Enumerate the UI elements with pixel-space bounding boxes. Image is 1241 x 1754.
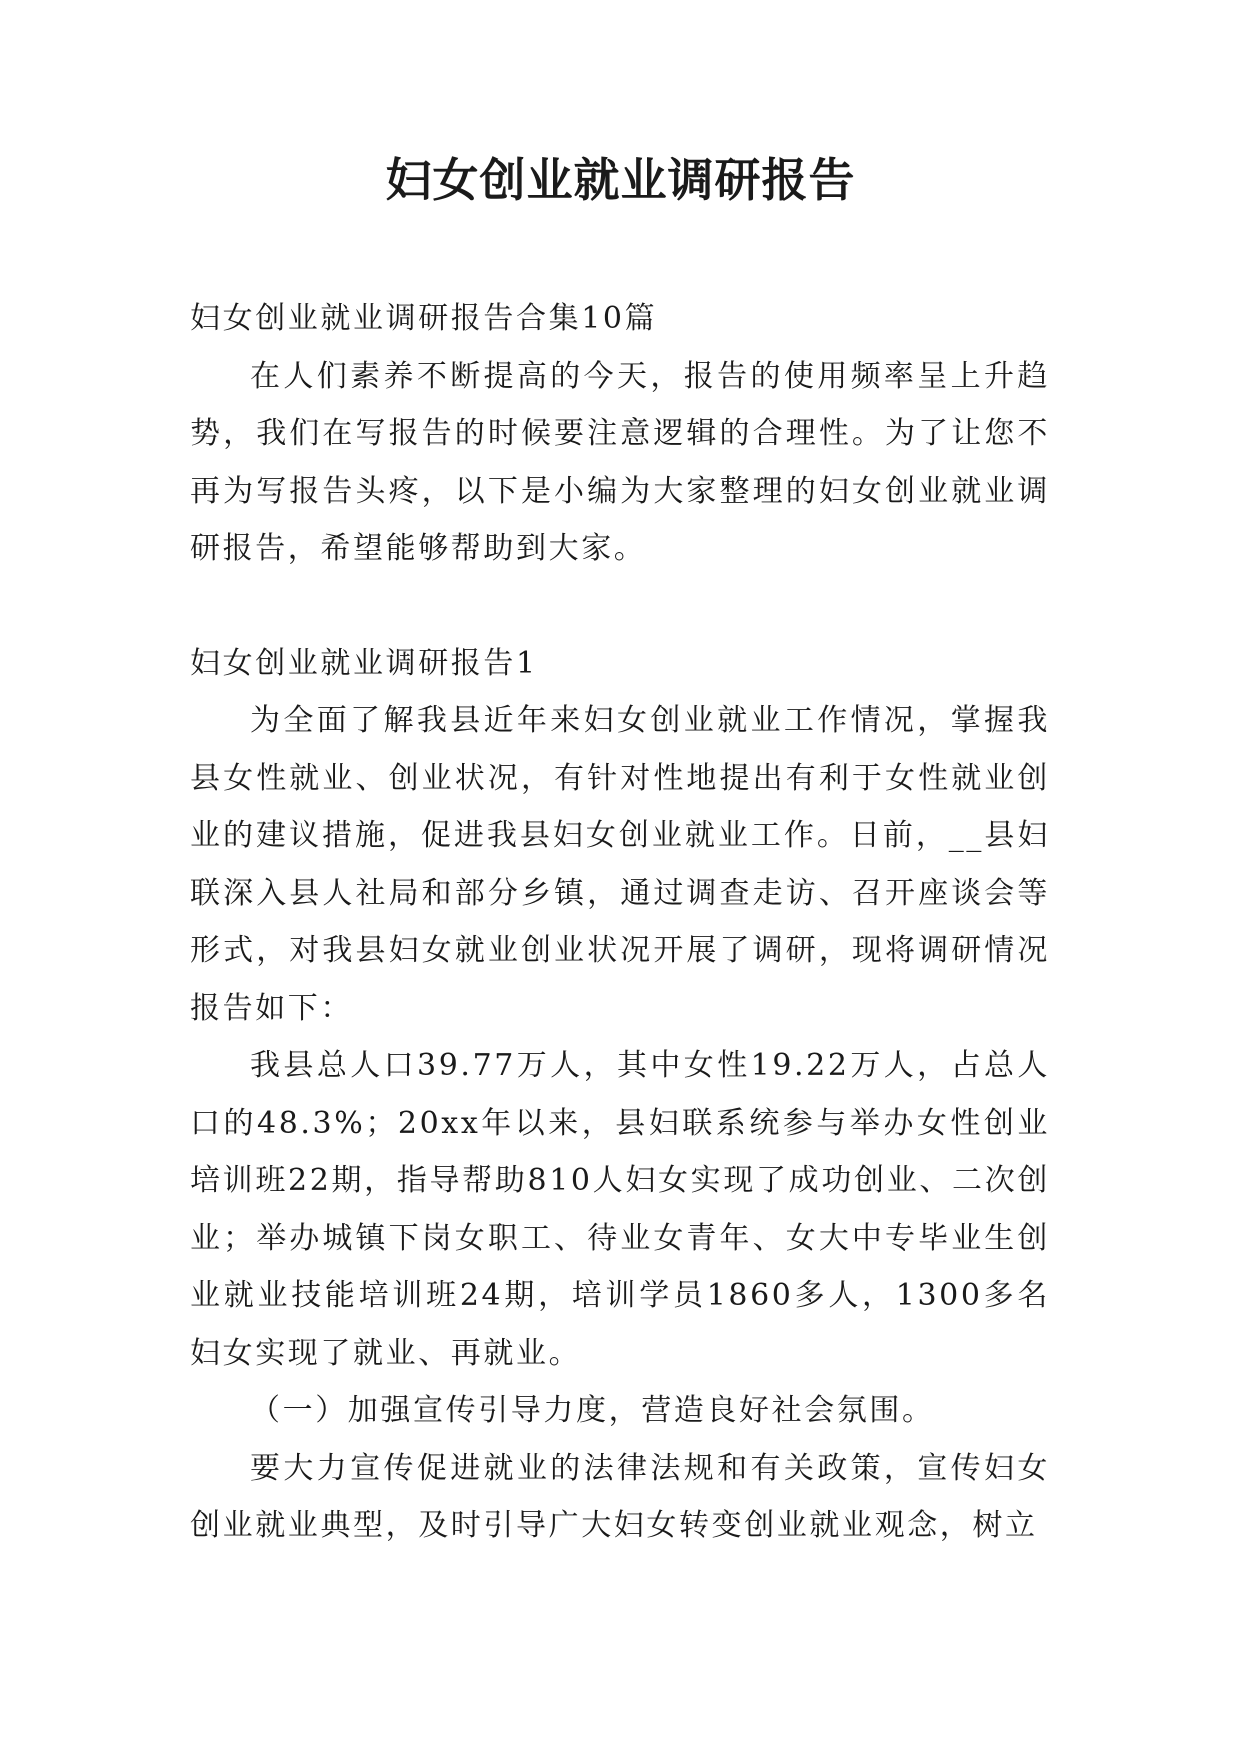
document-body bbox=[190, 290, 1050, 1555]
intro-paragraph: 在人们素养不断提高的今天，报告的使用频率呈上升趋势，我们在写报告的时候要注意逻辑的合理性。为了让您不再为写报告头疼，以下是小编为大家整理的妇女创业就业调研报告，希望能够帮助到大家。 bbox=[190, 358, 1050, 566]
document-title: 妇女创业就业调研报告 bbox=[385, 153, 856, 207]
body-paragraph-2: 我县总人口39.77万人，其中女性19.22万人，占总人口的48.3%；20xx年以来，县妇联系统参与举办女性创业培训班22期，指导帮助810人妇女实现了成功创业、二次创业；举办城镇下岗女职工、待业女青年、女大中专毕业生创业就业技能培训班24期，培训学员1860多人，1300多名妇女实现了就业、再就业。 bbox=[190, 1048, 1050, 1371]
collection-subtitle: 妇女创业就业调研报告合集10篇 bbox=[190, 301, 658, 336]
section-heading: 妇女创业就业调研报告1 bbox=[190, 645, 538, 681]
subheading-1: （一）加强宣传引导力度，营造良好社会氛围。 bbox=[250, 1393, 935, 1428]
body-paragraph-3: 要大力宣传促进就业的法律法规和有关政策，宣传妇女创业就业典型，及时引导广大妇女转变创业就业观念，树立 bbox=[190, 1450, 1050, 1543]
body-paragraph-1: 为全面了解我县近年来妇女创业就业工作情况，掌握我县女性就业、创业状况，有针对性地提出有利于女性就业创业的建议措施，促进我县妇女创业就业工作。日前，__县妇联深入县人社局和部分乡镇，通过调查走访、召开座谈会等形式，对我县妇女就业创业状况开展了调研，现将调研情况报告如下： bbox=[190, 703, 1050, 1026]
